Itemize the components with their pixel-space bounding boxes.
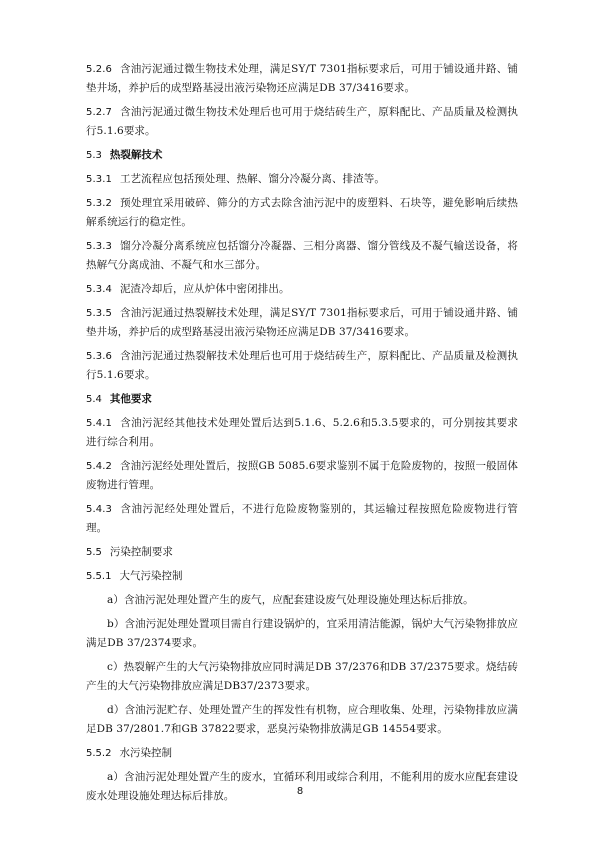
clause-5-4-1: 5.4.1 含油污泥经其他技术处理处置后达到5.1.6、5.2.6和5.3.5要求的，可分别按其要求进行综合利用。 — [86, 417, 518, 448]
clause-5-3-6: 5.3.6 含油污泥通过热裂解技术处理后也可用于烧结砖生产，原料配比、产品质量及检测执行5.1.6要求。 — [86, 350, 518, 381]
section-heading-5-4: 5.4 其他要求 — [86, 393, 152, 405]
section-heading-5-3: 5.3 热裂解技术 — [86, 149, 163, 161]
clause-5-2-7: 5.2.7 含油污泥通过微生物技术处理后也可用于烧结砖生产，原料配比、产品质量及检测执行5.1.6要求。 — [86, 106, 518, 137]
clause-5-4-3: 5.4.3 含油污泥经处理处置后，不进行危险废物鉴别的，其运输过程按照危险废物进行管理。 — [86, 503, 518, 534]
document-body — [86, 60, 518, 811]
clause-5-3-1: 5.3.1 工艺流程应包括预处理、热解、馏分冷凝分离、排渣等。 — [86, 173, 385, 185]
clause-5-4-2: 5.4.2 含油污泥经处理处置后，按照GB 5085.6要求鉴别不属于危险废物的，按照一般固体废物进行管理。 — [86, 460, 518, 491]
clause-5-3-2: 5.3.2 预处理宜采用破碎、筛分的方式去除含油污泥中的废塑料、石块等，避免影响后续热解系统运行的稳定性。 — [86, 197, 518, 228]
section-heading-5-5-2: 5.5.2 水污染控制 — [86, 747, 172, 759]
item-5-5-1-c: c）热裂解产生的大气污染物排放应同时满足DB 37/2376和DB 37/2375要求。烧结砖产生的大气污染物排放应满足DB37/2373要求。 — [86, 661, 518, 692]
page-number: 8 — [296, 786, 304, 797]
section-heading-5-5-1: 5.5.1 大气污染控制 — [86, 570, 183, 582]
section-heading-5-5: 5.5 污染控制要求 — [86, 546, 173, 558]
clause-5-3-3: 5.3.3 馏分冷凝分离系统应包括馏分冷凝器、三相分离器、馏分管线及不凝气输送设备，将热解气分离成油、不凝气和水三部分。 — [86, 240, 518, 271]
item-5-5-1-d: d）含油污泥贮存、处理处置产生的挥发性有机物，应合理收集、处理，污染物排放应满足DB 37/2801.7和GB 37822要求，恶臭污染物排放满足GB 14554要求。 — [86, 704, 518, 735]
item-5-5-1-a: a）含油污泥处理处置产生的废气，应配套建设废气处理设施处理达标后排放。 — [107, 594, 474, 606]
item-5-5-1-b: b）含油污泥处理处置项目需自行建设锅炉的，宜采用清洁能源，锅炉大气污染物排放应满足DB 37/2374要求。 — [86, 618, 518, 649]
clause-5-2-6: 5.2.6 含油污泥通过微生物技术处理，满足SY/T 7301指标要求后，可用于铺设通井路、铺垫井场，养护后的成型路基浸出液污染物还应满足DB 37/3416要求。 — [86, 63, 518, 94]
clause-5-3-5: 5.3.5 含油污泥通过热裂解技术处理，满足SY/T 7301指标要求后，可用于铺设通井路、铺垫井场，养护后的成型路基浸出液污染物还应满足DB 37/3416要求。 — [86, 307, 518, 338]
item-5-5-2-a: a）含油污泥处理处置产生的废水，宜循环利用或综合利用，不能利用的废水应配套建设废水处理设施处理达标后排放。 — [86, 771, 518, 802]
clause-5-3-4: 5.3.4 泥渣冷却后，应从炉体中密闭排出。 — [86, 283, 290, 295]
